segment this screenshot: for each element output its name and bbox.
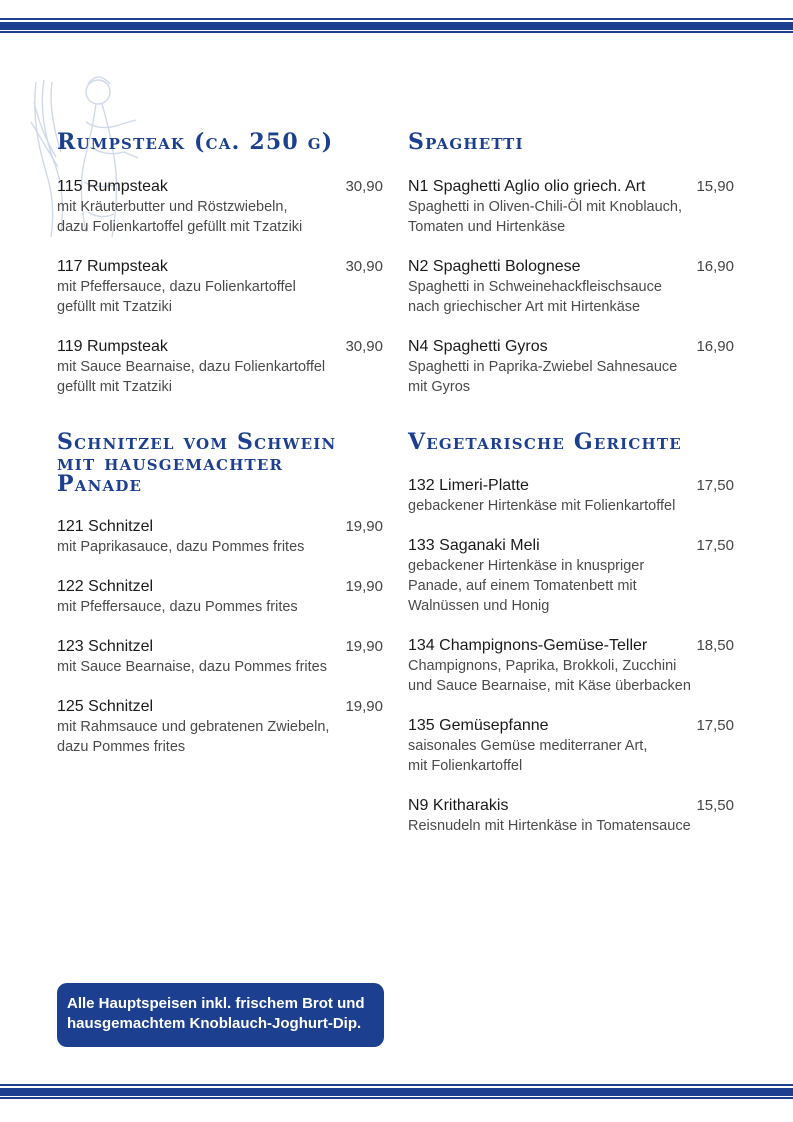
vegetarisch-list <box>408 476 734 846</box>
item-desc: mit Sauce Bearnaise, dazu Pommes frites <box>57 659 327 675</box>
item-desc: mit Kräuterbutter und Röstzwiebeln, dazu Folienkartoffel gefüllt mit Tzatziki <box>57 199 303 235</box>
item-name: 123 Schnitzel <box>57 638 154 655</box>
item-desc: mit Rahmsauce und gebratenen Zwiebeln, dazu Pommes frites <box>57 719 330 755</box>
menu-item <box>57 257 383 317</box>
section-vegetarisch <box>408 429 734 455</box>
item-price: 16,90 <box>696 258 734 275</box>
section-title-rumpsteak: Rumpsteak (ca. 250 g) <box>57 129 334 155</box>
section-spaghetti <box>408 129 734 155</box>
menu-item <box>57 177 383 237</box>
item-desc: Champignons, Paprika, Brokkoli, Zucchini und Sauce Bearnaise, mit Käse überbacken <box>408 658 691 694</box>
item-desc: Reisnudeln mit Hirtenkäse in Tomatensauce <box>408 818 691 834</box>
item-name: N2 Spaghetti Bolognese <box>408 258 581 275</box>
greek-key-border-bottom <box>0 1084 793 1099</box>
item-name: 134 Champignons-Gemüse-Teller <box>408 637 648 654</box>
item-desc: mit Sauce Bearnaise, dazu Folienkartoffel gefüllt mit Tzatziki <box>57 359 326 395</box>
item-name: 133 Saganaki Meli <box>408 537 540 554</box>
item-name: 125 Schnitzel <box>57 698 154 715</box>
item-price: 17,50 <box>696 537 734 554</box>
menu-item <box>408 636 734 696</box>
item-desc: Spaghetti in Schweinehackfleischsauce nach griechischer Art mit Hirtenkäse <box>408 279 662 315</box>
item-name: N1 Spaghetti Aglio olio griech. Art <box>408 178 646 195</box>
item-name: 115 Rumpsteak <box>57 178 168 195</box>
section-title-vegetarisch: Vegetarische Gerichte <box>408 429 682 455</box>
item-desc: mit Paprikasauce, dazu Pommes frites <box>57 539 305 555</box>
section-schnitzel <box>57 429 383 497</box>
item-desc: mit Pfeffersauce, dazu Folienkartoffel gefüllt mit Tzatziki <box>57 279 296 315</box>
item-price: 19,90 <box>345 518 383 535</box>
info-note-line: hausgemachtem Knoblauch-Joghurt-Dip. <box>67 1015 362 1032</box>
item-desc: Spaghetti in Oliven-Chili-Öl mit Knoblauch, Tomaten und Hirtenkäse <box>408 199 683 235</box>
item-name: 132 Limeri-Platte <box>408 477 529 494</box>
rumpsteak-list <box>57 177 383 407</box>
menu-item <box>408 796 734 836</box>
item-name: N9 Kritharakis <box>408 797 509 814</box>
item-name: 135 Gemüsepfanne <box>408 717 549 734</box>
menu-item <box>57 337 383 397</box>
item-price: 15,90 <box>696 178 734 195</box>
menu-item <box>408 536 734 616</box>
section-title-schnitzel: Schnitzel vom Schwein mit hausgemachter Panade <box>57 429 337 497</box>
item-price: 19,90 <box>345 638 383 655</box>
item-name: 122 Schnitzel <box>57 578 154 595</box>
info-note <box>57 983 384 1047</box>
menu-item <box>57 577 383 617</box>
info-note-line: Alle Hauptspeisen inkl. frischem Brot und <box>67 995 365 1012</box>
item-price: 30,90 <box>345 258 383 275</box>
item-desc: Spaghetti in Paprika-Zwiebel Sahnesauce mit Gyros <box>408 359 678 395</box>
section-rumpsteak <box>57 129 383 155</box>
spaghetti-list <box>408 177 734 407</box>
item-price: 18,50 <box>696 637 734 654</box>
menu-item <box>57 637 383 677</box>
item-price: 19,90 <box>345 578 383 595</box>
menu-item <box>57 697 383 757</box>
item-desc: mit Pfeffersauce, dazu Pommes frites <box>57 599 298 615</box>
menu-item <box>408 716 734 776</box>
menu-item <box>408 337 734 397</box>
item-price: 19,90 <box>345 698 383 715</box>
item-name: 117 Rumpsteak <box>57 258 168 275</box>
menu-item <box>408 177 734 237</box>
item-price: 15,50 <box>696 797 734 814</box>
item-name: N4 Spaghetti Gyros <box>408 338 548 355</box>
item-name: 119 Rumpsteak <box>57 338 168 355</box>
item-price: 16,90 <box>696 338 734 355</box>
menu-item <box>408 257 734 317</box>
item-name: 121 Schnitzel <box>57 518 154 535</box>
menu-item <box>408 476 734 516</box>
schnitzel-list <box>57 517 383 767</box>
item-desc: gebackener Hirtenkäse mit Folienkartoffel <box>408 498 676 514</box>
item-price: 17,50 <box>696 717 734 734</box>
item-price: 17,50 <box>696 477 734 494</box>
greek-key-border-top <box>0 18 793 33</box>
item-price: 30,90 <box>345 338 383 355</box>
item-desc: gebackener Hirtenkäse in knuspriger Panade, auf einem Tomatenbett mit Walnüssen und Honig <box>408 558 645 614</box>
item-price: 30,90 <box>345 178 383 195</box>
menu-item <box>57 517 383 557</box>
item-desc: saisonales Gemüse mediterraner Art, mit Folienkartoffel <box>408 738 648 774</box>
section-title-spaghetti: Spaghetti <box>408 129 524 155</box>
